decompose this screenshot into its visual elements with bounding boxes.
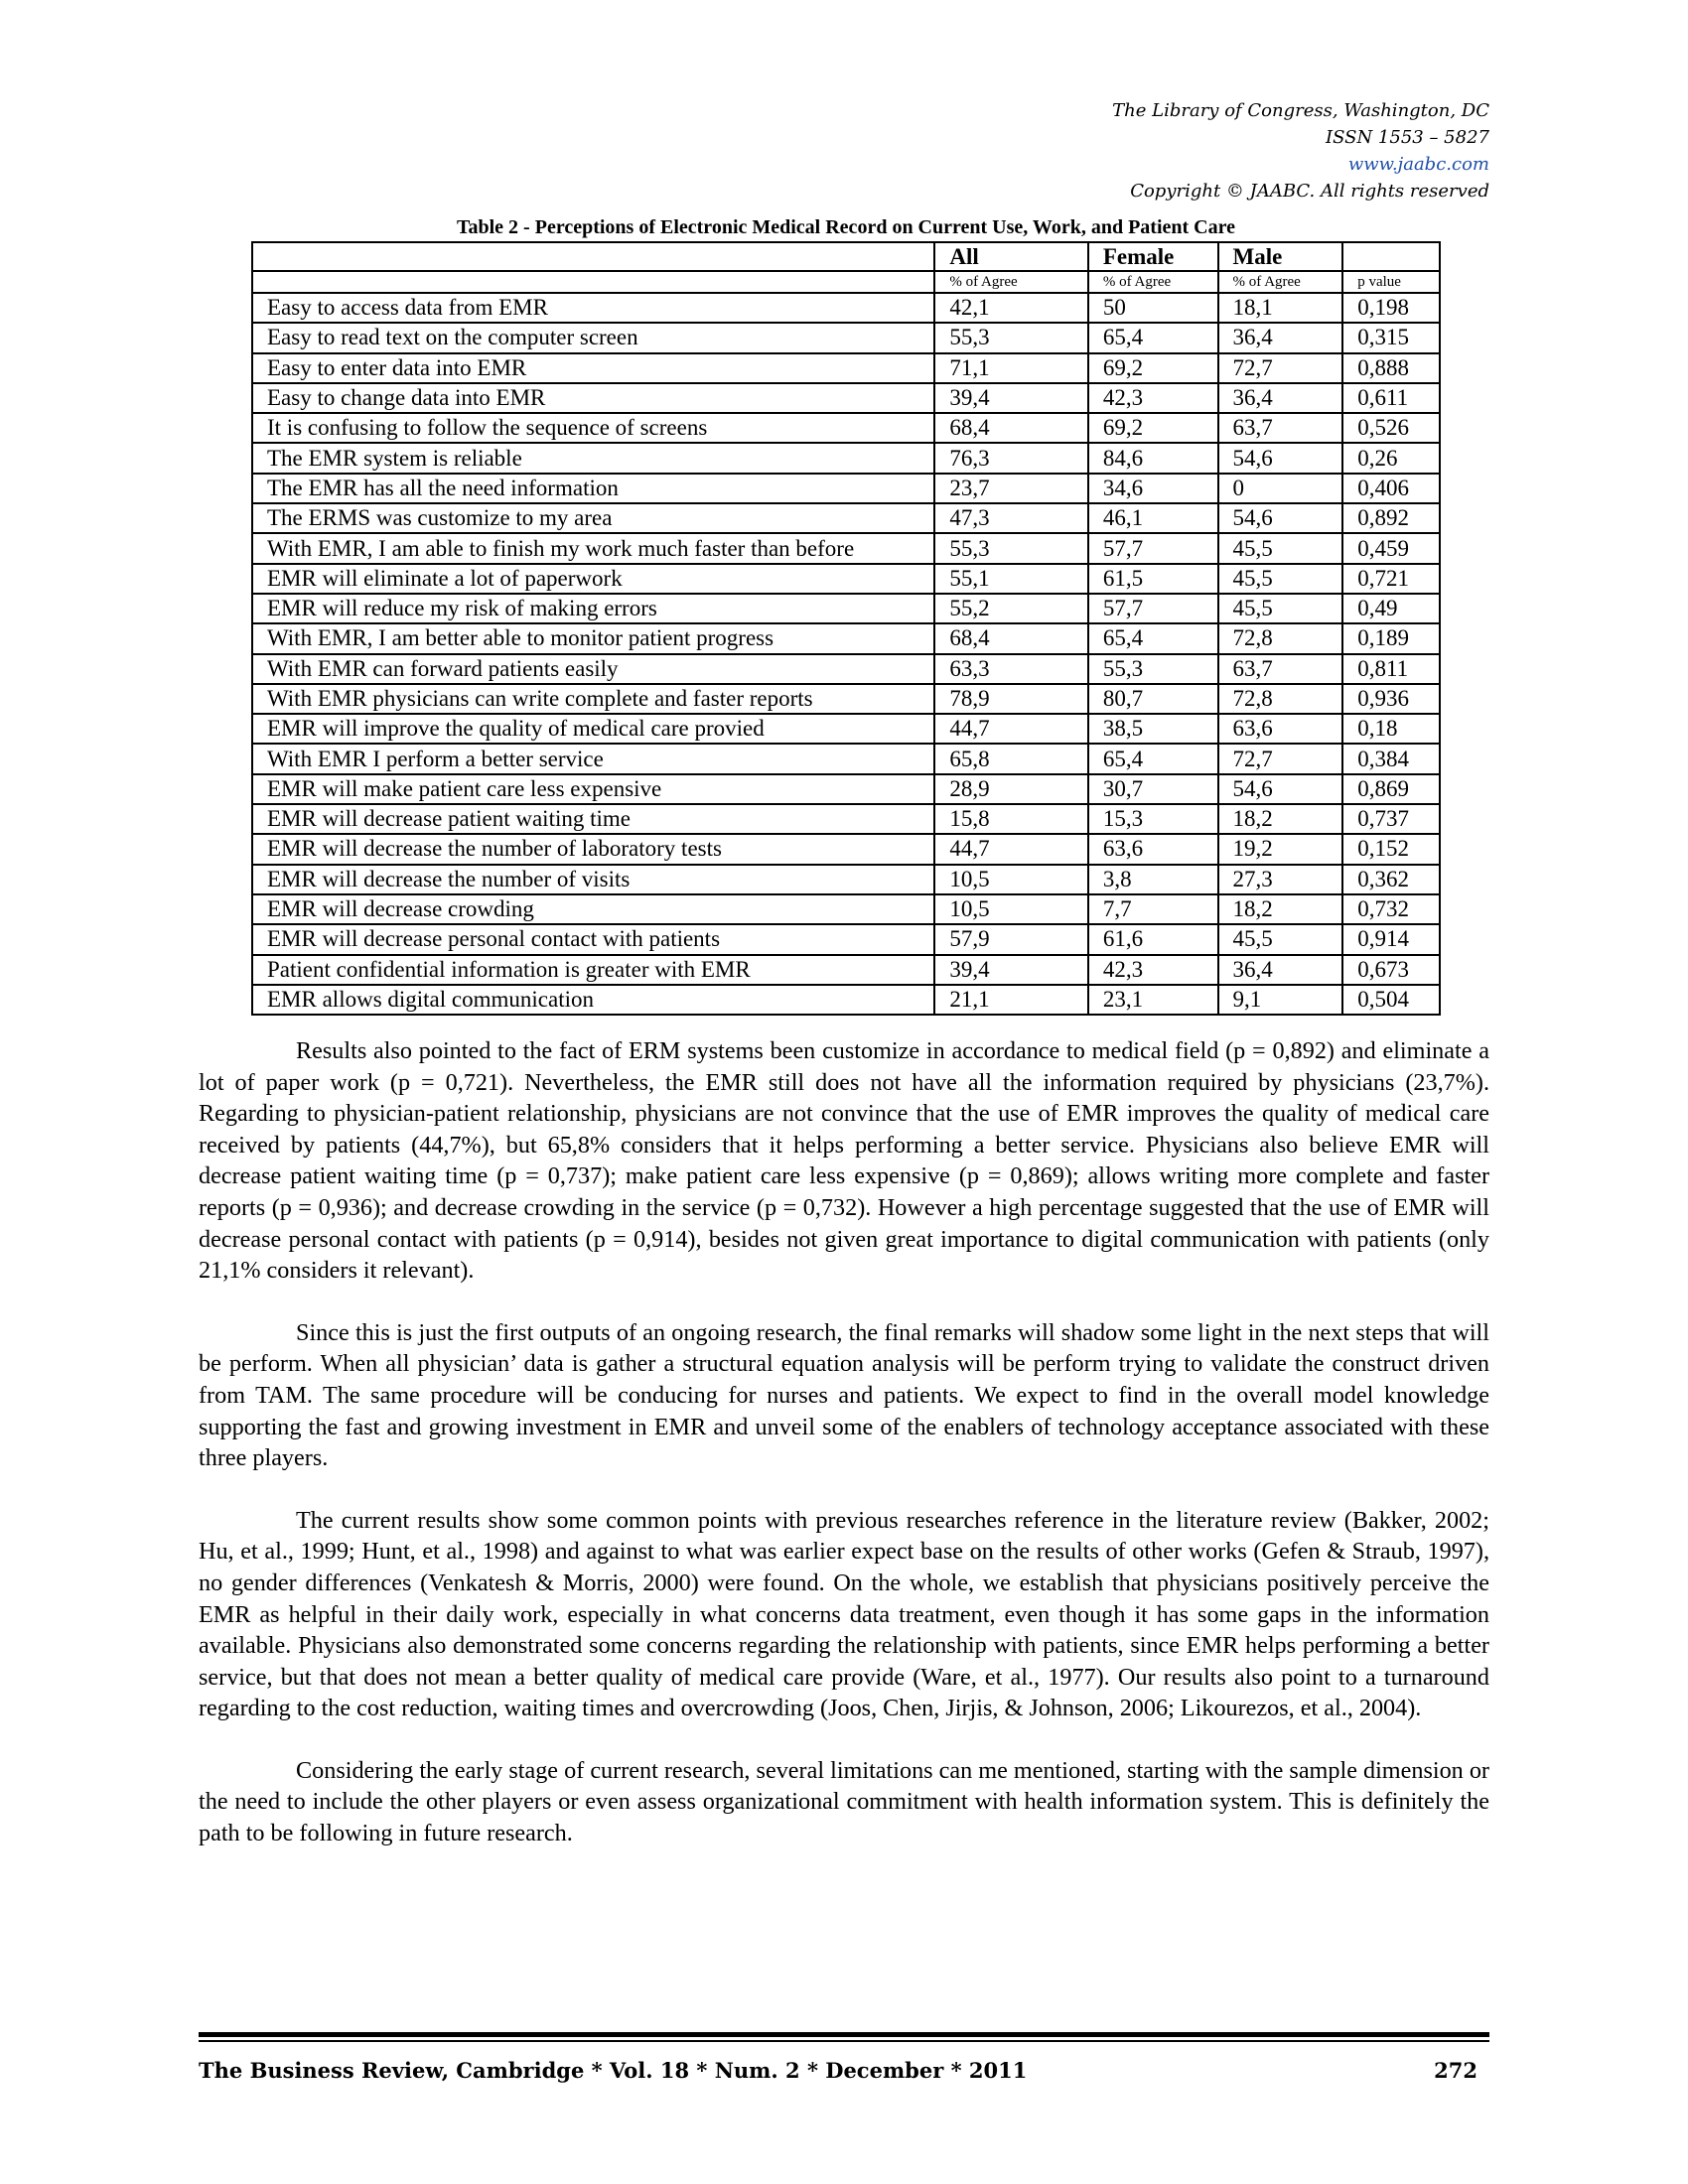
page-footer bbox=[199, 2058, 1489, 2083]
table-cell: 0,892 bbox=[1342, 503, 1440, 533]
table-cell: 10,5 bbox=[934, 894, 1087, 924]
table-cell: EMR will decrease the number of visits bbox=[252, 865, 934, 894]
table-cell: 55,3 bbox=[934, 323, 1087, 352]
table-row bbox=[252, 924, 1440, 954]
table-row bbox=[252, 594, 1440, 623]
table-cell: 19,2 bbox=[1218, 834, 1343, 864]
footer-rule-thin bbox=[199, 2040, 1489, 2042]
header-issn: ISSN 1553 – 5827 bbox=[1326, 127, 1489, 148]
table-cell: 68,4 bbox=[934, 623, 1087, 653]
perceptions-table bbox=[251, 241, 1441, 1016]
table-cell: 54,6 bbox=[1218, 503, 1343, 533]
table-cell: 34,6 bbox=[1088, 474, 1218, 503]
table-cell: 23,7 bbox=[934, 474, 1087, 503]
header-website-link[interactable]: www.jaabc.com bbox=[1347, 154, 1489, 175]
table-cell: 0,869 bbox=[1342, 774, 1440, 804]
table-row bbox=[252, 654, 1440, 684]
table-row bbox=[252, 894, 1440, 924]
table-cell: 65,4 bbox=[1088, 623, 1218, 653]
table-cell: 38,5 bbox=[1088, 714, 1218, 744]
table-cell: 42,3 bbox=[1088, 955, 1218, 985]
table-cell: Easy to read text on the computer screen bbox=[252, 323, 934, 352]
table-row bbox=[252, 623, 1440, 653]
table-row bbox=[252, 985, 1440, 1015]
table-row bbox=[252, 955, 1440, 985]
table-cell: 15,3 bbox=[1088, 804, 1218, 834]
table-cell: 46,1 bbox=[1088, 503, 1218, 533]
table-row bbox=[252, 533, 1440, 563]
table-cell: 45,5 bbox=[1218, 533, 1343, 563]
table-cell: 0,611 bbox=[1342, 383, 1440, 413]
table-caption: Table 2 - Perceptions of Electronic Medical Record on Current Use, Work, and Patient Care bbox=[457, 216, 1235, 238]
table-cell: 0,936 bbox=[1342, 684, 1440, 714]
table-cell: 45,5 bbox=[1218, 924, 1343, 954]
table-cell: 0,189 bbox=[1342, 623, 1440, 653]
table-cell: 0,526 bbox=[1342, 413, 1440, 443]
table-cell: 72,8 bbox=[1218, 623, 1343, 653]
table-cell: 0,504 bbox=[1342, 985, 1440, 1015]
table-cell: 39,4 bbox=[934, 383, 1087, 413]
table-cell: 45,5 bbox=[1218, 564, 1343, 594]
table-cell: 65,4 bbox=[1088, 323, 1218, 352]
table-cell: 63,6 bbox=[1088, 834, 1218, 864]
table-cell: With EMR I perform a better service bbox=[252, 744, 934, 773]
table-cell: With EMR can forward patients easily bbox=[252, 654, 934, 684]
table-cell: Easy to enter data into EMR bbox=[252, 353, 934, 383]
table-cell: 72,7 bbox=[1218, 353, 1343, 383]
table-cell: All bbox=[934, 242, 1087, 271]
table-cell: With EMR physicians can write complete and faster reports bbox=[252, 684, 934, 714]
table-cell: 50 bbox=[1088, 293, 1218, 323]
table-cell: 21,1 bbox=[934, 985, 1087, 1015]
table-cell: Easy to change data into EMR bbox=[252, 383, 934, 413]
table-row bbox=[252, 413, 1440, 443]
table-cell: Easy to access data from EMR bbox=[252, 293, 934, 323]
table-cell: 0,914 bbox=[1342, 924, 1440, 954]
table-cell: 44,7 bbox=[934, 834, 1087, 864]
table-row bbox=[252, 834, 1440, 864]
table-cell: 36,4 bbox=[1218, 383, 1343, 413]
table-row bbox=[252, 865, 1440, 894]
table-cell: 42,1 bbox=[934, 293, 1087, 323]
table-cell: Male bbox=[1218, 242, 1343, 271]
table-cell bbox=[252, 271, 934, 293]
table-row bbox=[252, 474, 1440, 503]
table-cell bbox=[1342, 242, 1440, 271]
table-cell: 23,1 bbox=[1088, 985, 1218, 1015]
table-cell: 68,4 bbox=[934, 413, 1087, 443]
table-cell: 61,6 bbox=[1088, 924, 1218, 954]
table-cell: % of Agree bbox=[934, 271, 1087, 293]
table-cell: 54,6 bbox=[1218, 774, 1343, 804]
header-copyright: Copyright © JAABC. All rights reserved bbox=[1130, 181, 1489, 202]
table-cell: With EMR, I am able to finish my work much faster than before bbox=[252, 533, 934, 563]
table-cell: 0,732 bbox=[1342, 894, 1440, 924]
table-cell: 7,7 bbox=[1088, 894, 1218, 924]
table-cell: 57,9 bbox=[934, 924, 1087, 954]
table-row bbox=[252, 443, 1440, 473]
table-cell: p value bbox=[1342, 271, 1440, 293]
table-cell: 28,9 bbox=[934, 774, 1087, 804]
journal-header bbox=[1112, 97, 1489, 205]
table-cell: 0 bbox=[1218, 474, 1343, 503]
table-row bbox=[252, 293, 1440, 323]
table-cell: 61,5 bbox=[1088, 564, 1218, 594]
table-cell: 72,8 bbox=[1218, 684, 1343, 714]
table-cell: 0,18 bbox=[1342, 714, 1440, 744]
header-library: The Library of Congress, Washington, DC bbox=[1112, 100, 1489, 121]
table-cell: % of Agree bbox=[1088, 271, 1218, 293]
table-cell: 0,721 bbox=[1342, 564, 1440, 594]
table-row bbox=[252, 804, 1440, 834]
table-cell: 18,2 bbox=[1218, 894, 1343, 924]
table-cell: 57,7 bbox=[1088, 594, 1218, 623]
table-cell: 0,26 bbox=[1342, 443, 1440, 473]
table-cell: 18,2 bbox=[1218, 804, 1343, 834]
table-cell: 65,8 bbox=[934, 744, 1087, 773]
table-cell: 3,8 bbox=[1088, 865, 1218, 894]
table-cell: 27,3 bbox=[1218, 865, 1343, 894]
footer-rule-thick bbox=[199, 2032, 1489, 2037]
footer-journal: The Business Review, Cambridge * Vol. 18 * Num. 2 * December * 2011 bbox=[199, 2058, 1028, 2083]
table-cell: 55,2 bbox=[934, 594, 1087, 623]
table-cell: 80,7 bbox=[1088, 684, 1218, 714]
table-cell: 69,2 bbox=[1088, 353, 1218, 383]
table-cell: EMR will improve the quality of medical care provied bbox=[252, 714, 934, 744]
table-cell: 36,4 bbox=[1218, 955, 1343, 985]
table-cell: It is confusing to follow the sequence of screens bbox=[252, 413, 934, 443]
table-cell: 84,6 bbox=[1088, 443, 1218, 473]
table-cell: EMR will decrease crowding bbox=[252, 894, 934, 924]
table-header-row bbox=[252, 242, 1440, 271]
table-cell: 0,673 bbox=[1342, 955, 1440, 985]
table-cell: 0,362 bbox=[1342, 865, 1440, 894]
table-row bbox=[252, 383, 1440, 413]
table-cell: 63,7 bbox=[1218, 654, 1343, 684]
table-cell: 55,3 bbox=[934, 533, 1087, 563]
table-cell: The EMR system is reliable bbox=[252, 443, 934, 473]
table-cell: 65,4 bbox=[1088, 744, 1218, 773]
paragraph-results: Results also pointed to the fact of ERM systems been customize in accordance to medical field (p = 0,892) and eliminate a lot of paper work (p = 0,721). Nevertheless, the EMR still does not have all the information required by physicians (23,7%). Regarding to physician-patient relationship, physicians are not convince that the use of EMR improves the quality of medical care received by patients (44,7%), but 65,8% considers that it helps performing a better service. Physicians also believe EMR will decrease patient waiting time (p = 0,737); make patient care less expensive (p = 0,869); allows writing more complete and faster reports (p = 0,936); and decrease crowding in the service (p = 0,732). However a high percentage suggested that the use of EMR will decrease personal contact with patients (p = 0,914), besides not given great importance to digital communication with patients (only 21,1% considers it relevant). bbox=[199, 1037, 1489, 1285]
table-cell: EMR will make patient care less expensive bbox=[252, 774, 934, 804]
table-cell: 55,3 bbox=[1088, 654, 1218, 684]
table-cell: 30,7 bbox=[1088, 774, 1218, 804]
table-cell: 72,7 bbox=[1218, 744, 1343, 773]
table-cell: 15,8 bbox=[934, 804, 1087, 834]
table-cell: 78,9 bbox=[934, 684, 1087, 714]
table-cell: EMR will decrease patient waiting time bbox=[252, 804, 934, 834]
table-cell: 0,198 bbox=[1342, 293, 1440, 323]
page-number: 272 bbox=[1434, 2058, 1477, 2083]
table-cell: 55,1 bbox=[934, 564, 1087, 594]
table-cell: 0,384 bbox=[1342, 744, 1440, 773]
table-cell: EMR will decrease personal contact with patients bbox=[252, 924, 934, 954]
table-cell: Female bbox=[1088, 242, 1218, 271]
table-cell: 69,2 bbox=[1088, 413, 1218, 443]
table-cell: 76,3 bbox=[934, 443, 1087, 473]
table-cell: EMR will decrease the number of laboratory tests bbox=[252, 834, 934, 864]
table-cell: 0,152 bbox=[1342, 834, 1440, 864]
table-row bbox=[252, 323, 1440, 352]
paragraph-limitations: Considering the early stage of current research, several limitations can me mentioned, starting with the sample dimension or the need to include the other players or even assess organizational commitment with health information system. This is definitely the path to be following in future research. bbox=[199, 1756, 1489, 1847]
table-cell: EMR allows digital communication bbox=[252, 985, 934, 1015]
table-cell: 63,6 bbox=[1218, 714, 1343, 744]
table-cell: 18,1 bbox=[1218, 293, 1343, 323]
table-row bbox=[252, 744, 1440, 773]
table-row bbox=[252, 684, 1440, 714]
table-cell: 71,1 bbox=[934, 353, 1087, 383]
table-cell: 44,7 bbox=[934, 714, 1087, 744]
table-row bbox=[252, 714, 1440, 744]
table-row bbox=[252, 564, 1440, 594]
table-cell: 63,3 bbox=[934, 654, 1087, 684]
table-subheader-row bbox=[252, 271, 1440, 293]
table-cell: 0,811 bbox=[1342, 654, 1440, 684]
table-cell: 0,406 bbox=[1342, 474, 1440, 503]
table-cell: 39,4 bbox=[934, 955, 1087, 985]
table-cell: 0,315 bbox=[1342, 323, 1440, 352]
table-cell: 42,3 bbox=[1088, 383, 1218, 413]
table-cell: 0,888 bbox=[1342, 353, 1440, 383]
table-cell: EMR will eliminate a lot of paperwork bbox=[252, 564, 934, 594]
table-cell: Patient confidential information is greater with EMR bbox=[252, 955, 934, 985]
table-cell: 0,737 bbox=[1342, 804, 1440, 834]
paragraph-next-steps: Since this is just the first outputs of an ongoing research, the final remarks will shadow some light in the next steps that will be perform. When all physician’ data is gather a structural equation analysis will be perform trying to validate the construct driven from TAM. The same procedure will be conducing for nurses and patients. We expect to find in the overall model knowledge supporting the fast and growing investment in EMR and unveil some of the enablers of technology acceptance associated with these three players. bbox=[199, 1318, 1489, 1472]
table-cell: The EMR has all the need information bbox=[252, 474, 934, 503]
table-cell: 0,49 bbox=[1342, 594, 1440, 623]
table-cell: EMR will reduce my risk of making errors bbox=[252, 594, 934, 623]
table-cell: 10,5 bbox=[934, 865, 1087, 894]
table-cell: 57,7 bbox=[1088, 533, 1218, 563]
body-text bbox=[199, 1035, 1489, 1880]
table-cell: 9,1 bbox=[1218, 985, 1343, 1015]
table-cell: With EMR, I am better able to monitor patient progress bbox=[252, 623, 934, 653]
table-row bbox=[252, 774, 1440, 804]
table-row bbox=[252, 503, 1440, 533]
table-cell: 47,3 bbox=[934, 503, 1087, 533]
table-cell: % of Agree bbox=[1218, 271, 1343, 293]
table-cell: 45,5 bbox=[1218, 594, 1343, 623]
table-cell: 54,6 bbox=[1218, 443, 1343, 473]
table-cell: 63,7 bbox=[1218, 413, 1343, 443]
paragraph-discussion: The current results show some common points with previous researches reference in the literature review (Bakker, 2002; Hu, et al., 1999; Hunt, et al., 1998) and against to what was earlier expect base on the results of other works (Gefen & Straub, 1997), no gender differences (Venkatesh & Morris, 2000) were found. On the whole, we establish that physicians positively perceive the EMR as helpful in their daily work, especially in what concerns data treatment, even though it has some gaps in the information available. Physicians also demonstrated some concerns regarding the relationship with patients, since EMR helps performing a better service, but that does not mean a better quality of medical care provide (Ware, et al., 1977). Our results also point to a turnaround regarding to the cost reduction, waiting times and overcrowding (Joos, Chen, Jirjis, & Johnson, 2006; Likourezos, et al., 2004). bbox=[199, 1506, 1489, 1722]
table-cell: 0,459 bbox=[1342, 533, 1440, 563]
table-cell bbox=[252, 242, 934, 271]
table-cell: 36,4 bbox=[1218, 323, 1343, 352]
table-row bbox=[252, 353, 1440, 383]
table-cell: The ERMS was customize to my area bbox=[252, 503, 934, 533]
